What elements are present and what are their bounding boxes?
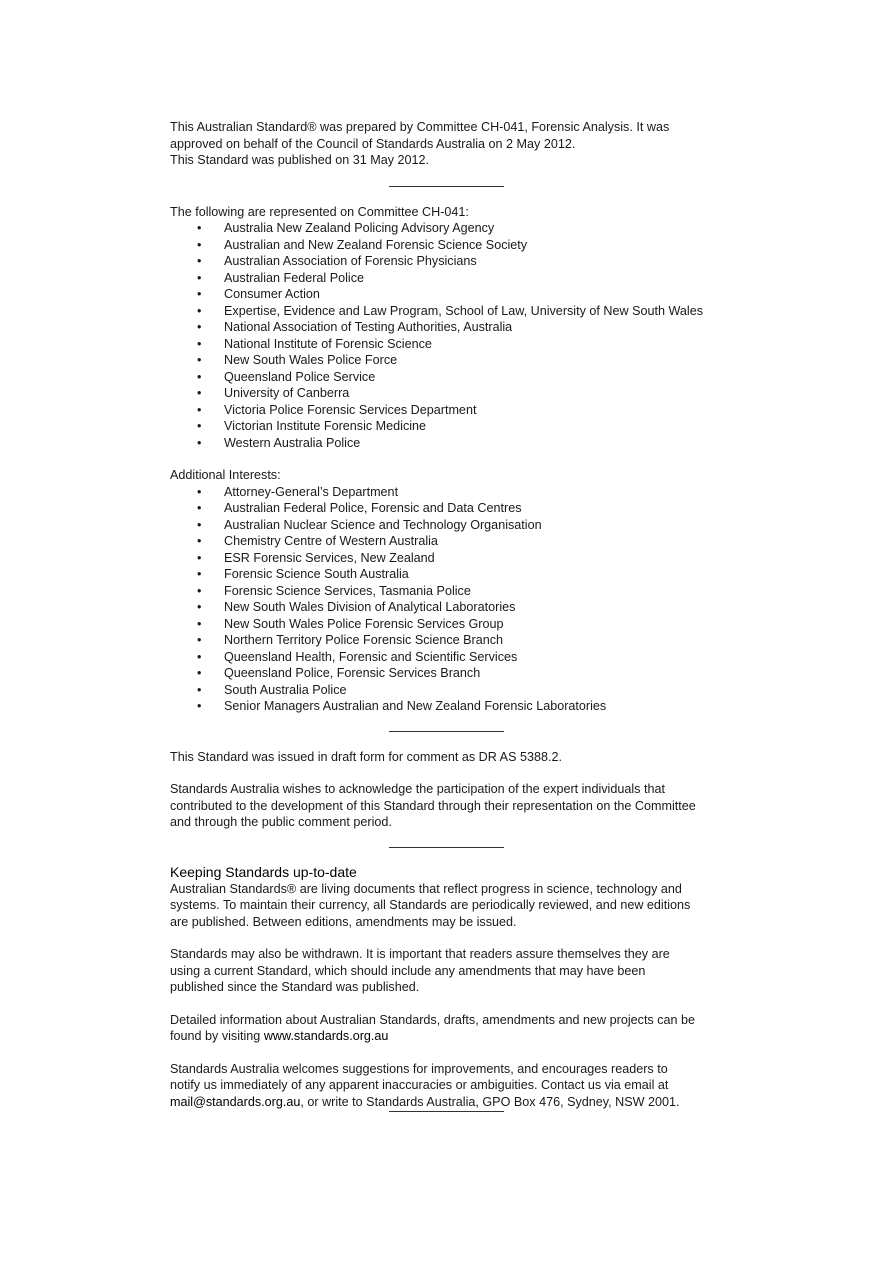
list-item-label: National Association of Testing Authorities, Australia — [224, 320, 513, 334]
list-item-label: New South Wales Division of Analytical Laboratories — [224, 600, 516, 614]
living-documents-line-3: are published. Between editions, amendments may be issued. — [170, 914, 517, 929]
acknowledgement-line-2: contributed to the development of this Standard through their representation on the Committee — [170, 798, 696, 813]
bullet-icon: • — [197, 484, 202, 499]
list-item-label: Queensland Health, Forensic and Scientific Services — [224, 649, 518, 664]
suggestions-line-1: Standards Australia welcomes suggestions for improvements, and encourages readers to — [170, 1061, 668, 1076]
intro-line-2: approved on behalf of the Council of Standards Australia on 2 May 2012. — [170, 136, 576, 151]
section-divider — [389, 847, 504, 848]
withdrawn-line-2: using a current Standard, which should include any amendments that may have been — [170, 963, 646, 978]
list-item — [170, 286, 730, 303]
bullet-icon: • — [197, 270, 202, 285]
intro-block — [170, 119, 730, 169]
bullet-icon: • — [197, 501, 202, 515]
bullet-icon: • — [197, 435, 202, 450]
bullet-icon: • — [197, 600, 202, 614]
list-item-label: University of Canberra — [224, 386, 350, 400]
additional-interests-heading: Additional Interests: — [170, 468, 281, 482]
acknowledgement-block — [170, 781, 730, 831]
postal-address-text: , or write to Standards Australia, GPO Box 476, Sydney, NSW 2001. — [300, 1094, 680, 1109]
keeping-up-to-date-heading: Keeping Standards up-to-date — [170, 863, 357, 880]
draft-note: This Standard was issued in draft form for comment as DR AS 5388.2. — [170, 749, 562, 764]
bullet-icon: • — [197, 303, 202, 318]
list-item-label: National Institute of Forensic Science — [224, 336, 432, 351]
list-item-label: Queensland Police Service — [224, 369, 376, 384]
bullet-icon: • — [197, 254, 202, 268]
list-item — [170, 517, 730, 534]
list-item — [170, 632, 730, 649]
bullet-icon: • — [197, 633, 202, 647]
document-page — [170, 119, 730, 1112]
bullet-icon: • — [197, 682, 202, 697]
list-item-label: Attorney-General’s Department — [224, 484, 399, 499]
list-item-label: Australian Nuclear Science and Technology Organisation — [224, 517, 542, 532]
list-item — [170, 402, 730, 419]
intro-line-3: This Standard was published on 31 May 2012. — [170, 153, 430, 167]
list-item-label: Chemistry Centre of Western Australia — [224, 534, 438, 548]
keeping-up-to-date-section — [170, 864, 730, 1111]
list-item — [170, 484, 730, 501]
detailed-info-text: found by visiting — [170, 1029, 264, 1043]
detailed-info-line-1: Detailed information about Australian Standards, drafts, amendments and new projects can be — [170, 1012, 696, 1027]
list-item-label: Australian and New Zealand Forensic Science Society — [224, 237, 528, 252]
withdrawn-line-3: published since the Standard was published. — [170, 980, 420, 994]
bullet-icon: • — [197, 616, 202, 631]
section-divider — [389, 731, 504, 732]
section-divider — [389, 1111, 504, 1112]
list-item-label: Forensic Science South Australia — [224, 567, 409, 581]
living-documents-line-2: systems. To maintain their currency, all Standards are periodically reviewed, and new editions — [170, 898, 691, 912]
withdrawn-line-1: Standards may also be withdrawn. It is important that readers assure themselves they are — [170, 947, 670, 961]
list-item-label: Australian Association of Forensic Physicians — [224, 254, 477, 268]
bullet-icon: • — [197, 221, 202, 235]
list-item — [170, 665, 730, 682]
list-item-label: Victorian Institute Forensic Medicine — [224, 419, 427, 433]
list-item-label: Australian Federal Police, Forensic and Data Centres — [224, 501, 522, 515]
bullet-icon: • — [197, 237, 202, 252]
list-item — [170, 418, 730, 435]
living-documents-line-1: Australian Standards® are living documents that reflect progress in science, technology and — [170, 881, 682, 896]
list-item — [170, 698, 730, 715]
list-item-label: Western Australia Police — [224, 435, 361, 450]
list-item-label: Expertise, Evidence and Law Program, School of Law, University of New South Wales — [224, 303, 704, 318]
list-item-label: Consumer Action — [224, 287, 320, 301]
list-item-label: Australia New Zealand Policing Advisory Agency — [224, 221, 495, 235]
suggestions-line-3 — [170, 1094, 730, 1111]
list-item — [170, 270, 730, 287]
acknowledgement-line-3: and through the public comment period. — [170, 815, 392, 829]
list-item — [170, 253, 730, 270]
list-item — [170, 599, 730, 616]
intro-line-1: This Australian Standard® was prepared by Committee CH-041, Forensic Analysis. It was — [170, 120, 670, 134]
list-item-label: Victoria Police Forensic Services Department — [224, 402, 477, 417]
bullet-icon: • — [197, 353, 202, 367]
suggestions-line-2: notify us immediately of any apparent inaccuracies or ambiguities. Contact us via email at — [170, 1078, 669, 1092]
list-item-label: New South Wales Police Force — [224, 353, 398, 367]
bullet-icon: • — [197, 550, 202, 565]
additional-interests-list — [170, 484, 730, 715]
list-item — [170, 649, 730, 666]
bullet-icon: • — [197, 649, 202, 664]
committee-member-list — [170, 220, 730, 451]
bullet-icon: • — [197, 336, 202, 351]
bullet-icon: • — [197, 369, 202, 384]
section-divider — [389, 186, 504, 187]
list-item — [170, 336, 730, 353]
bullet-icon: • — [197, 567, 202, 581]
list-item-label: Forensic Science Services, Tasmania Police — [224, 583, 471, 598]
bullet-icon: • — [197, 287, 202, 301]
standards-website-link[interactable]: www.standards.org.au — [263, 1029, 389, 1043]
bullet-icon: • — [197, 534, 202, 548]
list-item — [170, 220, 730, 237]
list-item — [170, 583, 730, 600]
bullet-icon: • — [197, 320, 202, 334]
list-item — [170, 566, 730, 583]
contact-email-link[interactable]: mail@standards.org.au — [170, 1094, 301, 1109]
list-item — [170, 533, 730, 550]
bullet-icon: • — [197, 517, 202, 532]
list-item — [170, 319, 730, 336]
committee-heading: The following are represented on Committee CH-041: — [170, 204, 469, 219]
list-item-label: ESR Forensic Services, New Zealand — [224, 550, 435, 565]
bullet-icon: • — [197, 699, 202, 713]
list-item — [170, 369, 730, 386]
list-item-label: Northern Territory Police Forensic Science Branch — [224, 633, 504, 647]
list-item — [170, 303, 730, 320]
bullet-icon: • — [197, 419, 202, 433]
acknowledgement-line-1: Standards Australia wishes to acknowledge the participation of the expert individuals that — [170, 782, 665, 796]
list-item-label: South Australia Police — [224, 682, 347, 697]
list-item — [170, 682, 730, 699]
list-item-label: Queensland Police, Forensic Services Branch — [224, 666, 481, 680]
list-item-label: Senior Managers Australian and New Zealand Forensic Laboratories — [224, 699, 607, 713]
list-item-label: New South Wales Police Forensic Services Group — [224, 616, 504, 631]
list-item — [170, 616, 730, 633]
bullet-icon: • — [197, 583, 202, 598]
list-item-label: Australian Federal Police — [224, 270, 365, 285]
list-item — [170, 237, 730, 254]
list-item — [170, 385, 730, 402]
list-item — [170, 550, 730, 567]
bullet-icon: • — [197, 386, 202, 400]
list-item — [170, 435, 730, 452]
bullet-icon: • — [197, 402, 202, 417]
list-item — [170, 500, 730, 517]
list-item — [170, 352, 730, 369]
detailed-info-line-2 — [170, 1028, 730, 1045]
bullet-icon: • — [197, 666, 202, 680]
